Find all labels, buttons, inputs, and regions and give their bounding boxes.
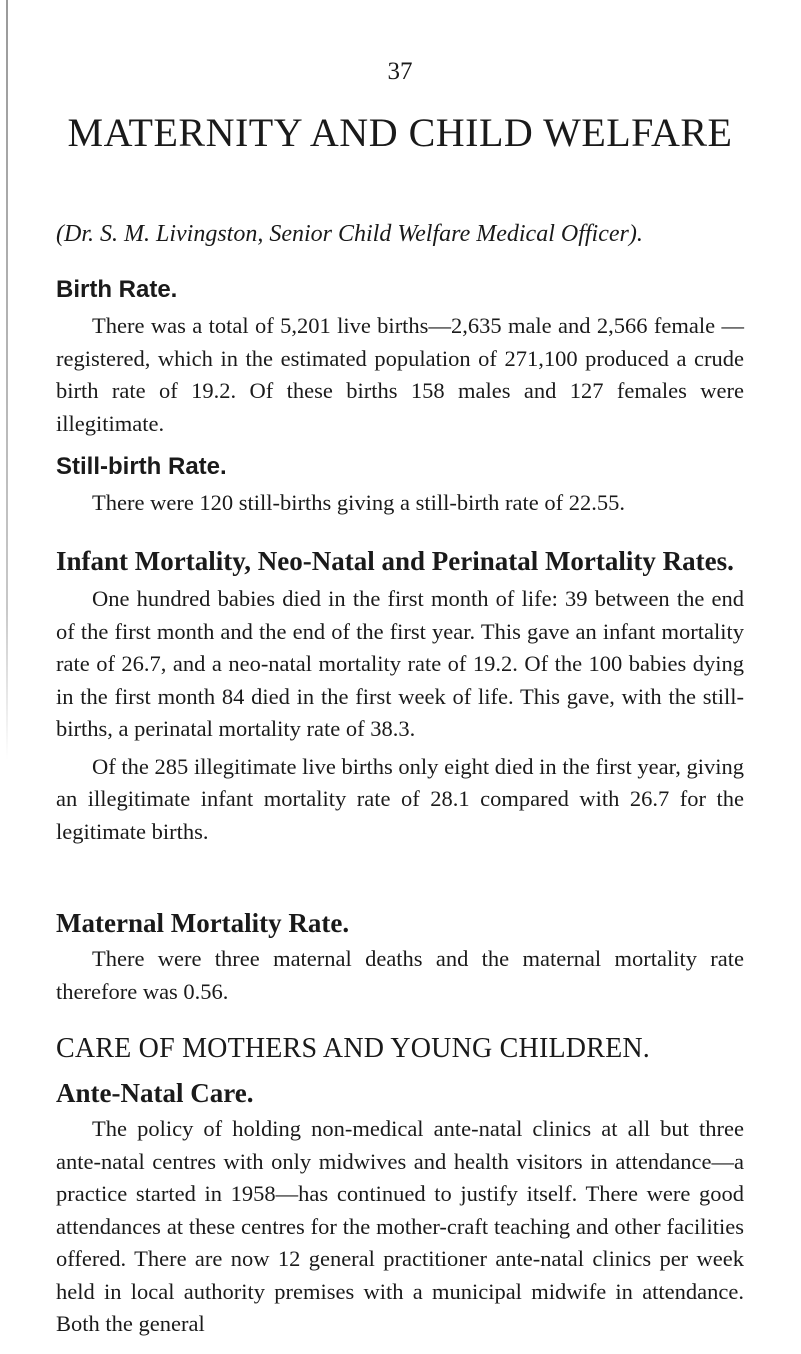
heading-ante-natal-care: Ante-Natal Care. [56, 1078, 254, 1108]
paragraph-still-birth-rate: There were 120 still-births giving a still-birth rate of 22.55. [92, 490, 626, 515]
paragraph-ante-natal-care: The policy of holding non-medical ante-natal clinics at all but three ante-natal centres with only midwives and health visitors in attendance—a practice started in 1958—has continued to justify itself. There were good attendances at these centres for the mother-craft teaching and other facilities offered. There are now 12 general practitioner ante-natal clinics per week held in local authority premises with a municipal midwife in attendance. Both the general [56, 1116, 744, 1336]
page-title: MATERNITY AND CHILD WELFARE [67, 110, 733, 155]
section-infant-mortality [56, 545, 744, 848]
heading-maternal-mortality: Maternal Mortality Rate. [56, 908, 350, 938]
binding-edge-line [6, 0, 8, 760]
section-care [56, 1032, 744, 1341]
paragraph-infant-mortality-2: Of the 285 illegitimate live births only eight died in the first year, giving an illegitimate infant mortality rate of 28.1 compared with 26.7 for the legitimate births. [56, 753, 744, 844]
paragraph-maternal-mortality: There were three maternal deaths and the maternal mortality rate therefore was 0.56. [56, 946, 744, 1004]
section-birth-rate [56, 275, 744, 440]
heading-still-birth-rate: Still-birth Rate. [56, 453, 227, 480]
paragraph-infant-mortality-1: One hundred babies died in the first month of life: 39 between the end of the first month and the end of the first year. This gave an infant mortality rate of 26.7, and a neo-natal mortality rate of 19.2. Of the 100 babies dying in the first month 84 died in the first week of life. This gave, with the still-births, a perinatal mortality rate of 38.3. [56, 586, 744, 741]
heading-infant-mortality: Infant Mortality, Neo-Natal and Perinatal Mortality Rates. [56, 546, 734, 576]
page-number: 37 [387, 58, 413, 85]
heading-birth-rate: Birth Rate. [56, 276, 178, 303]
author-line: (Dr. S. M. Livingston, Senior Child Welfare Medical Officer). [56, 221, 643, 247]
care-title: CARE OF MOTHERS AND YOUNG CHILDREN. [56, 1033, 650, 1064]
paragraph-birth-rate: There was a total of 5,201 live births—2,635 male and 2,566 female —registered, which in the estimated population of 271,100 produced a crude birth rate of 19.2. Of these births 158 males and 127 females were illegitimate. [56, 313, 744, 436]
section-still-birth-rate [56, 452, 744, 520]
section-maternal-mortality [56, 908, 744, 1008]
